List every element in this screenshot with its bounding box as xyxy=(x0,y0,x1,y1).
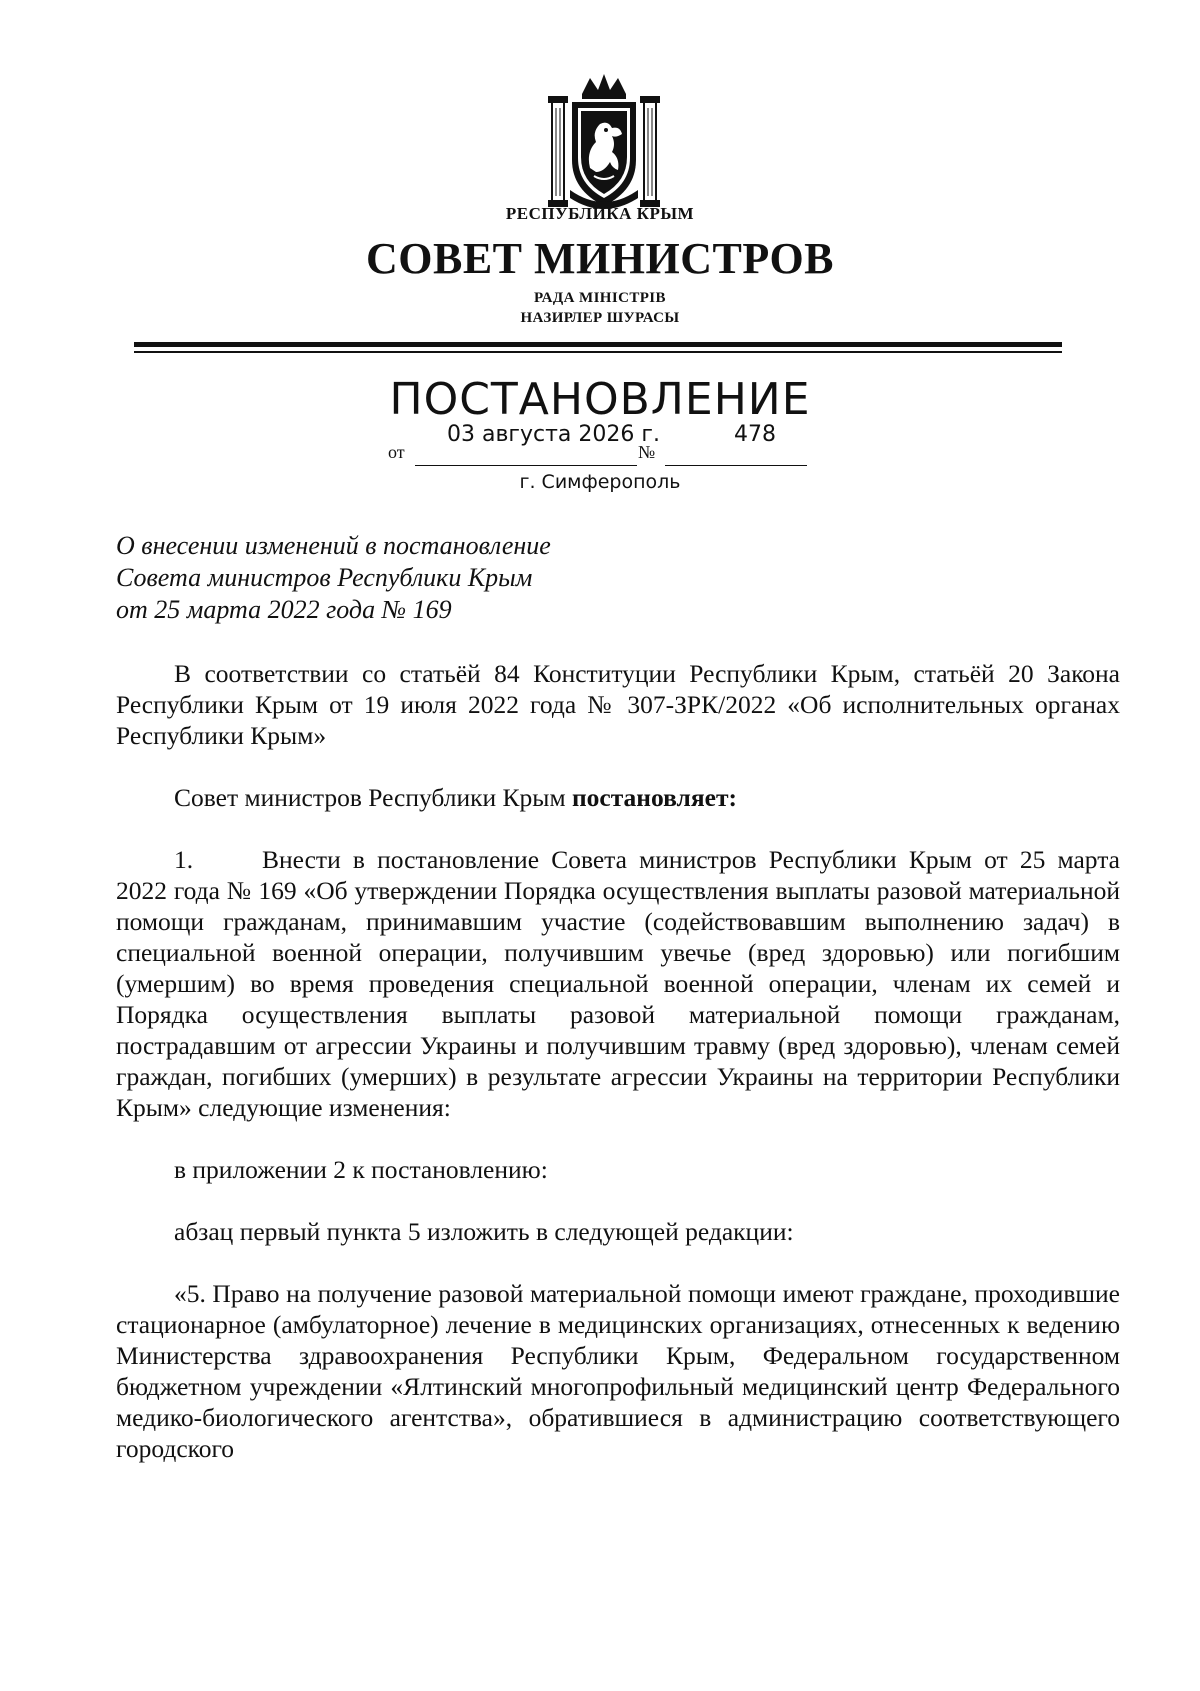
amendment-paragraph: абзац первый пункта 5 изложить в следующей редакции: xyxy=(174,1217,794,1246)
decree-date: 03 августа 2026 г. xyxy=(447,422,660,447)
council-name-crimean-tatar: НАЗИРЛЕР ШУРАСЫ xyxy=(520,310,680,326)
number-underline xyxy=(665,465,807,466)
header-divider-thick xyxy=(134,342,1062,347)
decree-title-line: от 25 марта 2022 года № 169 xyxy=(116,595,452,624)
resolution-text: Совет министров Республики Крым xyxy=(174,783,572,812)
document-type: ПОСТАНОВЛЕНИЕ xyxy=(389,374,811,425)
republic-name: РЕСПУБЛИКА КРЫМ xyxy=(505,204,695,223)
resolution-paragraph xyxy=(116,782,1120,813)
new-clause-5-paragraph: «5. Право на получение разовой материальной помощи имеют граждане, проходившие стационарное (амбулаторное) лечение в медицинских организациях, отнесенных к ведению Министерства здравоохранения Республики Крым, Федеральном государственном бюджетном учреждении «Ялтинский многопрофильный медицинский центр Федерального медико-биологического агентства», обратившиеся в администрацию соответствующего городского xyxy=(116,1279,1120,1463)
council-name: СОВЕТ МИНИСТРОВ xyxy=(365,234,835,283)
decree-title-line: Совета министров Республики Крым xyxy=(116,563,533,592)
item-1-paragraph xyxy=(116,844,1120,1123)
issue-city: г. Симферополь xyxy=(519,471,681,493)
from-label: от xyxy=(388,442,405,462)
decree-date-number-line xyxy=(0,420,1200,468)
number-label: № xyxy=(638,442,656,462)
header-divider-thin xyxy=(134,351,1062,353)
decree-title xyxy=(116,530,716,626)
coat-of-arms-icon xyxy=(546,72,662,212)
item-1-number: 1. xyxy=(174,845,194,874)
decree-title-line: О внесении изменений в постановление xyxy=(116,531,551,560)
decree-number: 478 xyxy=(734,422,776,447)
resolution-verb: постановляет: xyxy=(571,783,737,812)
decree-body xyxy=(116,658,1120,1464)
date-underline xyxy=(415,465,637,466)
council-name-ukrainian: РАДА МІНІСТРІВ xyxy=(534,290,666,306)
item-1-text: Внести в постановление Совета министров Республики Крым от 25 марта 2022 года № 169 «Об утверждении Порядка осуществления выплаты разовой материальной помощи гражданам, принимавшим участие (содействовавшим выполнению задач) в специальной военной операции, получившим увечье (вред здоровью) или погибшим (умершим) во время проведения специальной военной операции, членам их семей и Порядка осуществления выплаты разовой материальной помощи гражданам, пострадавшим от агрессии Украины и получившим травму (вред здоровью), членам семей граждан, погибших (умерших) в результате агрессии Украины на территории Республики Крым» следующие изменения: xyxy=(116,845,1120,1122)
preamble-paragraph: В соответствии со статьёй 84 Конституции Республики Крым, статьёй 20 Закона Республики Крым от 19 июля 2022 года № 307-ЗРК/2022 «Об исполнительных органах Республики Крым» xyxy=(116,659,1120,750)
annex-paragraph: в приложении 2 к постановлению: xyxy=(174,1155,548,1184)
